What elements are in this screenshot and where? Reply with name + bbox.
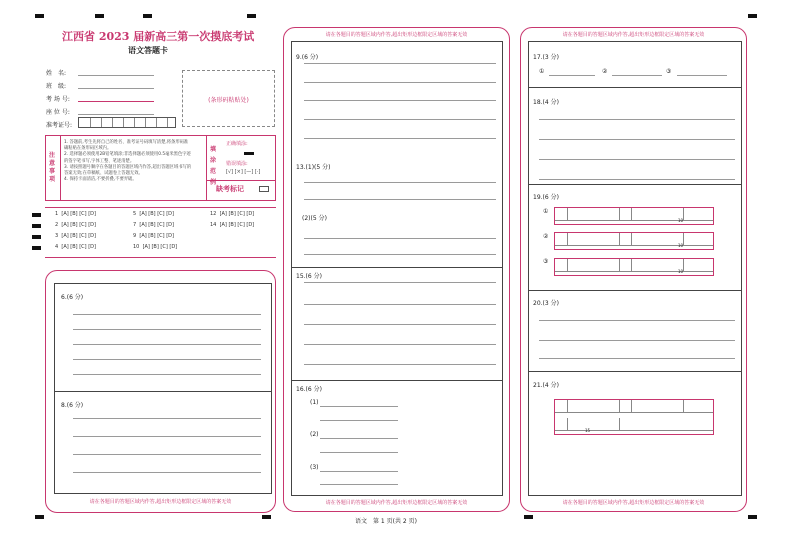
alignment-mark (95, 14, 104, 18)
q19-count: 10 (678, 243, 684, 248)
q8-box[interactable] (54, 391, 272, 494)
q15-label: 15.(6 分) (296, 273, 322, 280)
choice-row[interactable]: 9 [A] [B] [C] [D] (133, 233, 174, 239)
q17-opt: ② (602, 68, 608, 75)
choice-row[interactable]: 12 [A] [B] [C] [D] (210, 211, 255, 217)
absent-mark-label: 缺考标记 (216, 185, 244, 193)
q17-q21-box[interactable] (528, 41, 742, 496)
choice-bottom-rule (45, 257, 276, 258)
field-seat-label: 座 位 号: (46, 109, 70, 116)
bottom-warning: 请在各题目的答题区域内作答,超出矩形边框限定区域的答案无效 (562, 500, 705, 506)
q19-count: 10 (678, 218, 684, 223)
row-mark (32, 235, 41, 239)
choice-row[interactable]: 10 [A] [B] [C] [D] (133, 244, 178, 250)
choice-row[interactable]: 3 [A] [B] [C] [D] (55, 233, 96, 239)
alignment-mark (748, 14, 757, 18)
bottom-warning: 请在各题目的答题区域内作答,超出矩形边框限定区域的答案无效 (325, 500, 468, 506)
answer-panel-right (520, 27, 747, 512)
exam-id-boxes[interactable] (78, 117, 176, 128)
q16-3-label: (3) (310, 464, 319, 471)
q19-opt: ③ (543, 258, 549, 265)
q21-label: 21.(4 分) (533, 382, 559, 389)
note-item: 4. 保持卡面清洁,不要折叠,不要弄破。 (64, 177, 137, 183)
field-class-label: 班 级: (46, 83, 67, 90)
choice-row[interactable]: 7 [A] [B] [C] [D] (133, 222, 174, 228)
q19-grid[interactable] (554, 232, 714, 250)
q9-q16-box[interactable] (291, 41, 503, 496)
q16-label: 16.(6 分) (296, 386, 322, 393)
q19-grid[interactable] (554, 207, 714, 225)
page-footer: 语文 第 1 页(共 2 页) (355, 518, 417, 525)
choice-row[interactable]: 14 [A] [B] [C] [D] (210, 222, 255, 228)
exam-subtitle: 语文答题卡 (128, 46, 168, 55)
notes-title: 注意事项 (49, 152, 56, 183)
choice-top-rule (45, 207, 276, 208)
alignment-mark (143, 14, 152, 18)
q18-label: 18.(4 分) (533, 99, 559, 106)
choice-row[interactable]: 1 [A] [B] [C] [D] (55, 211, 96, 217)
field-room-label: 考 场 号: (46, 96, 70, 103)
top-warning: 请在各题目的答题区域内作答,超出矩形边框限定区域的答案无效 (325, 32, 468, 38)
absent-mark-box[interactable] (259, 186, 269, 192)
alignment-mark (35, 14, 44, 18)
choice-row[interactable]: 5 [A] [B] [C] [D] (133, 211, 174, 217)
q19-grid[interactable] (554, 258, 714, 276)
q6-label: 6.(6 分) (61, 294, 84, 301)
row-mark (32, 224, 41, 228)
notes-list (64, 140, 192, 183)
top-warning: 请在各题目的答题区域内作答,超出矩形边框限定区域的答案无效 (562, 32, 705, 38)
answer-panel-middle (283, 27, 510, 512)
note-item: 3. 请按照题号顺序在各题目的答题区域内作答,超出答题区域书写的答案无效;在草稿纸、试题卷上答题无效。 (64, 164, 192, 177)
field-id-label: 准考证号: (46, 122, 73, 129)
exam-title: 江西省 2023 届新高三第一次摸底考试 (62, 30, 255, 43)
notes-block (45, 135, 276, 201)
q19-count: 10 (678, 269, 684, 274)
note-item: 2. 选择题必须使用2B铅笔填涂;非选择题必须使用0.5毫米黑色字迹的签字笔书写,字体工整、笔迹清楚。 (64, 152, 191, 164)
field-class-line[interactable] (78, 88, 154, 89)
q8-label: 8.(6 分) (61, 402, 84, 409)
fill-example-title: 填涂范例 (210, 146, 217, 186)
q16-2-label: (2) (310, 431, 319, 438)
wrong-fill-label: 错误填涂: (226, 161, 248, 167)
note-item: 1. 答题前,考生先将自己的姓名、准考证号码填写清楚,将条形码准确粘贴在条形码区域内。 (64, 140, 189, 152)
correct-fill-mark (244, 152, 254, 155)
answer-panel-left (45, 270, 276, 513)
q16-1-label: (1) (310, 399, 319, 406)
q19-opt: ① (543, 208, 549, 215)
field-room-line[interactable] (78, 101, 154, 102)
q17-label: 17.(3 分) (533, 54, 559, 61)
q21-grid[interactable] (554, 399, 714, 435)
q19-opt: ② (543, 233, 549, 240)
field-name-line[interactable] (78, 75, 154, 76)
alignment-mark (524, 515, 533, 519)
alignment-mark (262, 515, 271, 519)
q17-opt: ① (539, 68, 545, 75)
row-mark (32, 213, 41, 217)
choice-row[interactable]: 2 [A] [B] [C] [D] (55, 222, 96, 228)
alignment-mark (748, 515, 757, 519)
q17-opt: ③ (666, 68, 672, 75)
q6-box[interactable] (54, 283, 272, 392)
barcode-area (182, 70, 275, 127)
field-name-label: 姓 名: (46, 70, 67, 77)
field-seat-line[interactable] (78, 114, 154, 115)
correct-fill-label: 正确填涂: (226, 141, 248, 147)
alignment-mark (247, 14, 256, 18)
row-mark (32, 246, 41, 250)
q13-2-label: (2)(5 分) (302, 215, 327, 222)
q21-count: 15 (585, 428, 591, 433)
bottom-warning: 请在各题目的答题区域内作答,超出矩形边框限定区域的答案无效 (89, 499, 232, 505)
q13-1-label: 13.(1)(5 分) (296, 164, 331, 171)
choice-row[interactable]: 4 [A] [B] [C] [D] (55, 244, 96, 250)
barcode-label: (条形码粘贴处) (208, 97, 249, 104)
q20-label: 20.(3 分) (533, 300, 559, 307)
wrong-fill-marks: [√] [×] [—] [·] (226, 169, 261, 175)
q19-label: 19.(6 分) (533, 194, 559, 201)
q9-label: 9.(6 分) (296, 54, 319, 61)
alignment-mark (35, 515, 44, 519)
